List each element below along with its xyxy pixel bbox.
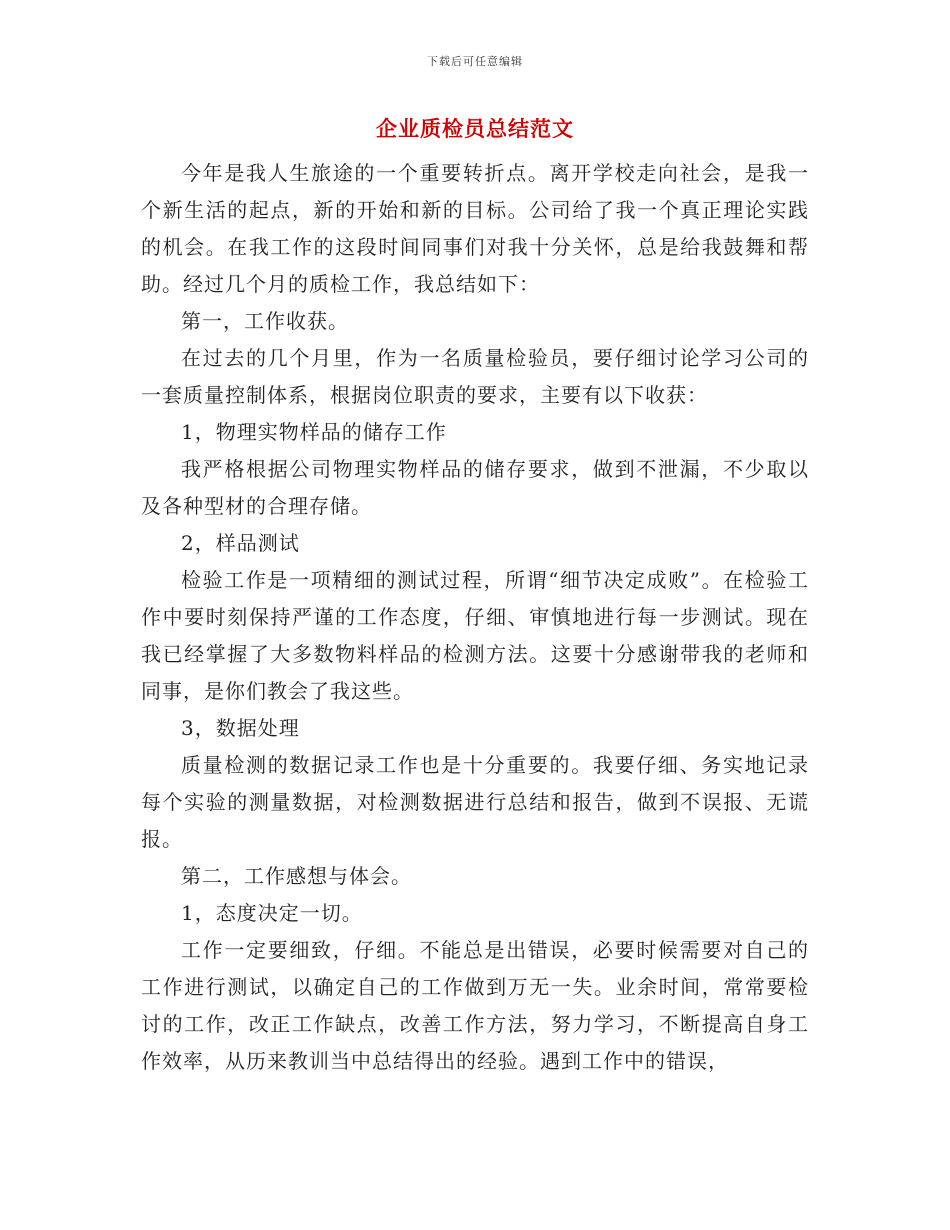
section-heading-1: 第一，工作收获。 <box>181 309 349 333</box>
subheading-data: 3，数据处理 <box>181 716 300 740</box>
document-title: 企业质检员总结范文 <box>376 116 574 141</box>
document-body <box>141 155 809 1080</box>
paragraph-section-1-intro: 在过去的几个月里，作为一名质量检验员，要仔细讨论学习公司的一套质量控制体系，根据岗位职责的要求，主要有以下收获： <box>141 346 809 407</box>
paragraph-storage: 我严格根据公司物理实物样品的储存要求，做到不泄漏，不少取以及各种型材的合理存储。 <box>141 457 809 518</box>
header-note: 下载后可任意编辑 <box>427 55 523 68</box>
subheading-testing: 2，样品测试 <box>181 531 300 555</box>
subheading-storage: 1，物理实物样品的储存工作 <box>181 420 447 444</box>
paragraph-intro: 今年是我人生旅途的一个重要转折点。离开学校走向社会，是我一个新生活的起点，新的开始和新的目标。公司给了我一个真正理论实践的机会。在我工作的这段时间同事们对我十分关怀，总是给我鼓舞和帮助。经过几个月的质检工作，我总结如下： <box>141 161 809 296</box>
section-heading-2: 第二，工作感想与体会。 <box>181 864 412 888</box>
paragraph-attitude: 工作一定要细致，仔细。不能总是出错误，必要时候需要对自己的工作进行测试，以确定自己的工作做到万无一失。业余时间，常常要检讨的工作，改正工作缺点，改善工作方法，努力学习，不断提高自身工作效率，从历来教训当中总结得出的经验。遇到工作中的错误， <box>141 938 809 1073</box>
paragraph-data: 质量检测的数据记录工作也是十分重要的。我要仔细、务实地记录每个实验的测量数据，对检测数据进行总结和报告，做到不误报、无谎报。 <box>141 753 809 851</box>
paragraph-testing: 检验工作是一项精细的测试过程，所谓“细节决定成败”。在检验工作中要时刻保持严谨的工作态度，仔细、审慎地进行每一步测试。现在我已经掌握了大多数物料样品的检测方法。这要十分感谢带我的老师和同事，是你们教会了我这些。 <box>141 568 809 703</box>
subheading-attitude: 1，态度决定一切。 <box>181 901 363 925</box>
